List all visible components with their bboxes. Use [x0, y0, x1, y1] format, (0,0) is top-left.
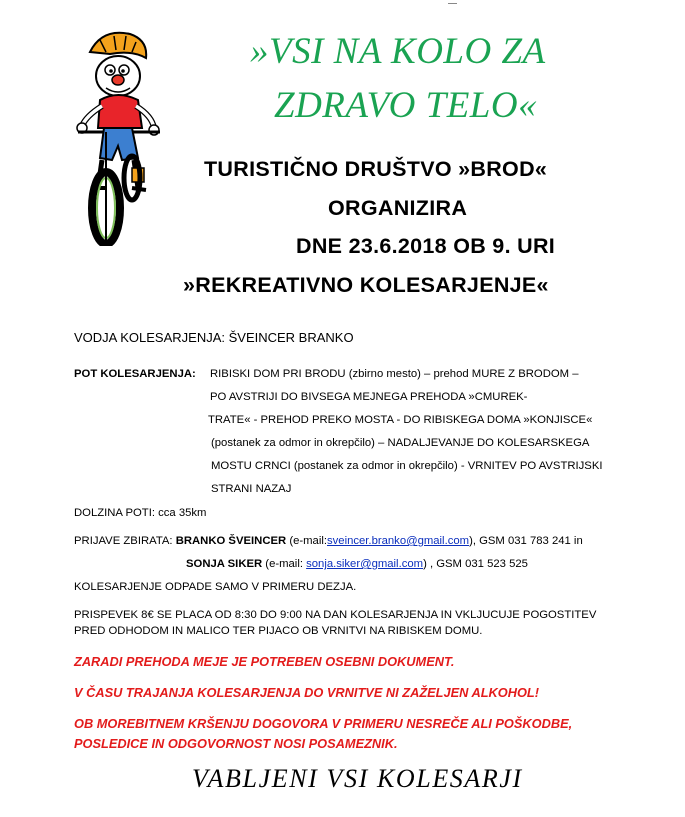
title-line-1: »VSI NA KOLO ZA — [250, 31, 546, 72]
warning-liability-2: POSLEDICE IN ODGOVORNOST NOSI POSAMEZNIK. — [74, 736, 398, 751]
fee-line-2: PRED ODHODOM IN MALICO TER PIJACO OB VRNITVI NA RIBISKEM DOMU. — [74, 625, 483, 637]
email-label-1: (e-mail: — [286, 535, 327, 547]
route-line: STRANI NAZAJ — [211, 483, 292, 495]
contact-phone-1: ), GSM 031 783 241 in — [469, 535, 583, 547]
route-line: (postanek za odmor in okrepčilo) – NADALJEVANJE DO KOLESARSKEGA — [211, 437, 590, 449]
rain-notice: KOLESARJENJE ODPADE SAMO V PRIMERU DEZJA. — [74, 581, 357, 593]
contact-phone-2: ) , GSM 031 523 525 — [423, 558, 528, 570]
cyclist-clipart — [72, 28, 164, 246]
registration-line-1 — [74, 535, 583, 547]
route-label: POT KOLESARJENJA: — [74, 368, 196, 380]
email-link-2[interactable]: sonja.siker@gmail.com — [306, 558, 424, 570]
registration-prefix: PRIJAVE ZBIRATA: — [74, 535, 176, 547]
route-line: TRATE« - PREHOD PREKO MOSTA - DO RIBISKEGA DOMA »KONJISCE« — [208, 414, 593, 426]
closing-invitation: VABLJENI VSI KOLESARJI — [192, 764, 523, 793]
date-heading: DNE 23.6.2018 OB 9. URI — [296, 234, 556, 258]
organizira-heading: ORGANIZIRA — [328, 196, 468, 220]
contact-name-2: SONJA SIKER — [186, 558, 263, 570]
route-distance: DOLZINA POTI: cca 35km — [74, 507, 207, 519]
email-label-2: (e-mail: — [262, 558, 307, 570]
email-link-1[interactable]: sveincer.branko@gmail.com — [326, 535, 470, 547]
route-line: RIBISKI DOM PRI BRODU (zbirno mesto) – prehod MURE Z BRODOM – — [210, 368, 579, 380]
fee-line-1: PRISPEVEK 8€ SE PLACA OD 8:30 DO 9:00 NA DAN KOLESARJENJA IN VKLJUCUJE POGOSTITEV — [74, 609, 597, 621]
event-heading: »REKREATIVNO KOLESARJENJE« — [183, 273, 549, 297]
warning-liability-1: OB MOREBITNEM KRŠENJU DOGOVORA V PRIMERU NESREČE ALI POŠKODBE, — [74, 716, 573, 731]
warning-alcohol: V ČASU TRAJANJA KOLESARJENJA DO VRNITVE NI ZAŽELJEN ALKOHOL! — [74, 685, 539, 700]
ride-leader: VODJA KOLESARJENJA: ŠVEINCER BRANKO — [74, 330, 354, 345]
title-line-2: ZDRAVO TELO« — [274, 85, 538, 126]
warning-document: ZARADI PREHODA MEJE JE POTREBEN OSEBNI DOKUMENT. — [74, 654, 455, 669]
registration-line-2 — [186, 558, 528, 570]
route-line: MOSTU CRNCI (postanek za odmor in okrepčilo) - VRNITEV PO AVSTRIJSKI — [211, 460, 603, 472]
contact-name-1: BRANKO ŠVEINCER — [175, 535, 287, 547]
route-line: PO AVSTRIJI DO BIVSEGA MEJNEGA PREHODA »CMUREK- — [210, 391, 528, 403]
top-mark — [448, 0, 457, 4]
organizer-heading: TURISTIČNO DRUŠTVO »BROD« — [204, 157, 548, 181]
